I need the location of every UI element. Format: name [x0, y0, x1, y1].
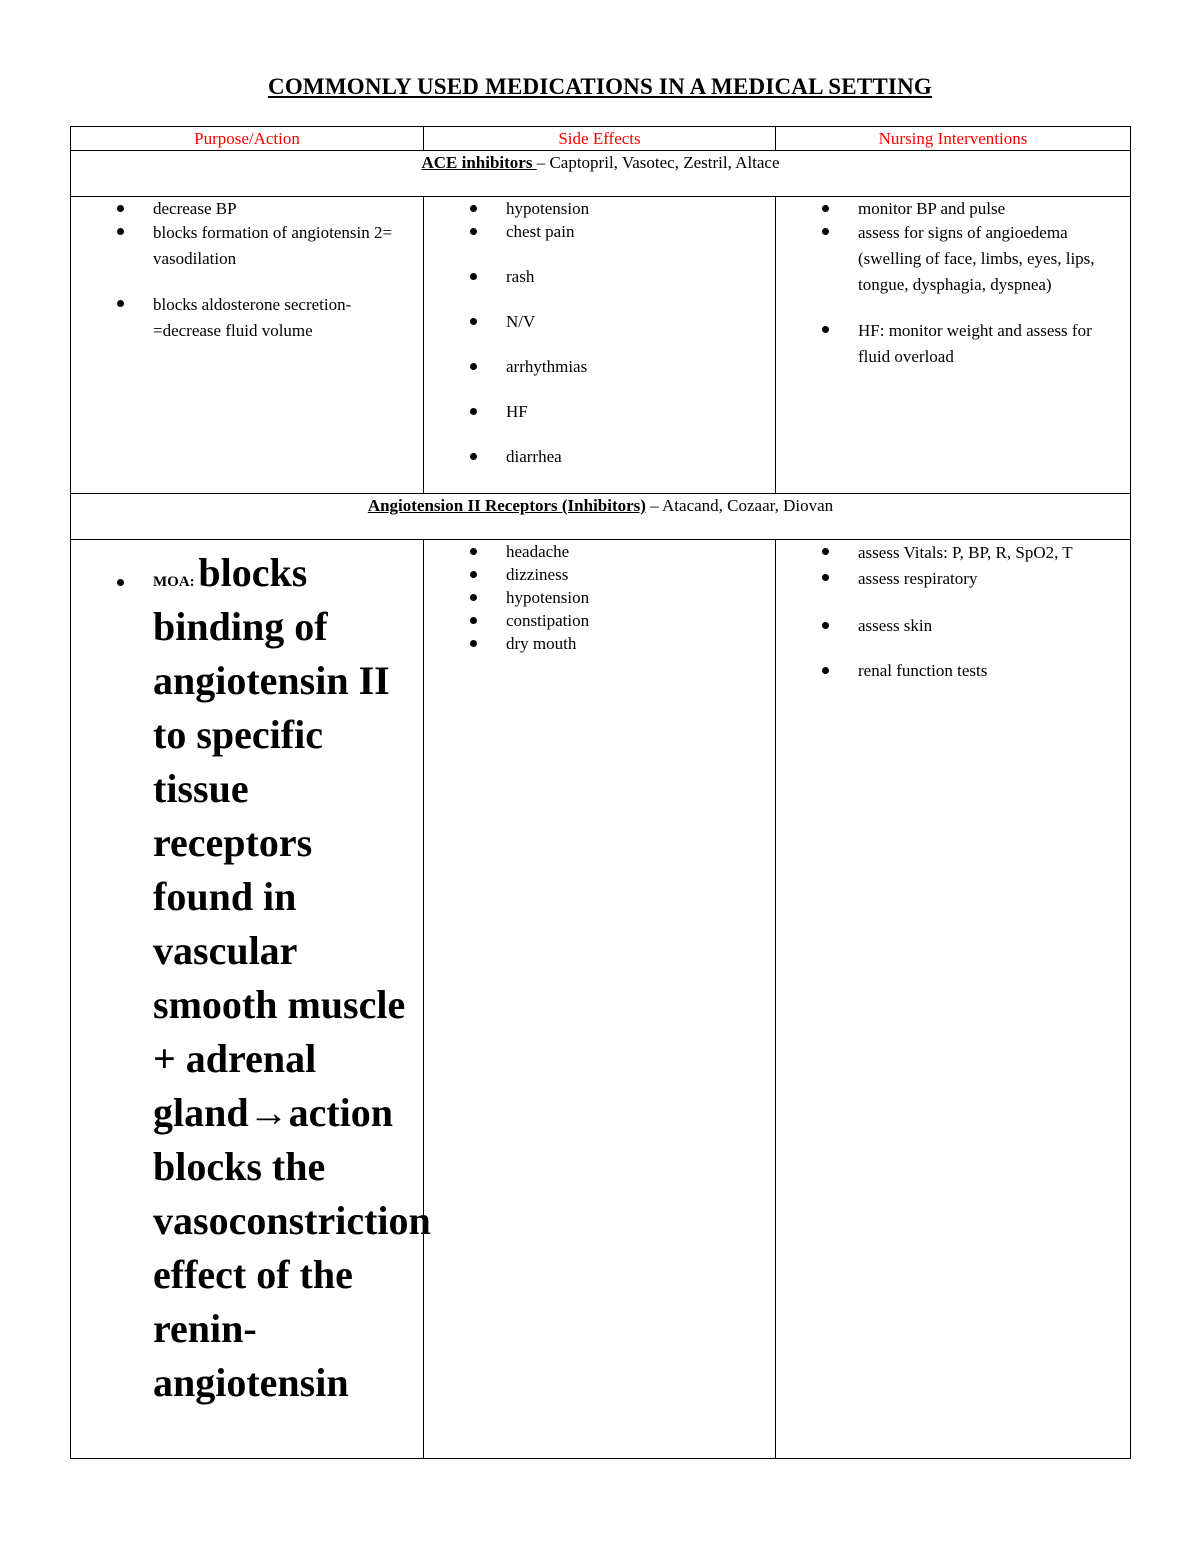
list-item: HF	[424, 400, 775, 423]
list-item: rash	[424, 265, 775, 288]
list-item: HF: monitor weight and assess for fluid overload	[776, 318, 1130, 370]
side-effects-cell	[424, 197, 776, 494]
list-item: dry mouth	[424, 632, 775, 655]
purpose-cell	[71, 540, 431, 1459]
list-item: arrhythmias	[424, 355, 775, 378]
list-item: assess Vitals: P, BP, R, SpO2, T	[776, 540, 1130, 566]
side-effects-cell	[424, 540, 776, 1459]
list-item: hypotension	[424, 586, 775, 609]
list-item: assess respiratory	[776, 566, 1130, 592]
group-heading	[71, 151, 1131, 197]
group-name: Angiotension II Receptors (Inhibitors)	[367, 496, 646, 515]
side-effects-list	[424, 197, 775, 468]
interventions-cell	[776, 540, 1131, 1459]
list-item: N/V	[424, 310, 775, 333]
list-item: assess for signs of angioedema (swelling of face, limbs, eyes, lips, tongue, dysphagia, dyspnea)	[776, 220, 1130, 298]
group-drugs: – Captopril, Vasotec, Zestril, Altace	[536, 153, 780, 172]
list-item: renal function tests	[776, 659, 1130, 682]
list-item: headache	[424, 540, 775, 563]
purpose-list	[71, 197, 423, 344]
purpose-list	[71, 540, 431, 1410]
list-item: assess skin	[776, 614, 1130, 637]
list-item: blocks formation of angiotensin 2= vasodilation	[71, 220, 423, 272]
group-name: ACE inhibitors	[421, 153, 537, 172]
list-item: decrease BP	[71, 197, 423, 220]
list-item: chest pain	[424, 220, 775, 243]
medications-table	[70, 126, 1131, 1459]
header-side-effects: Side Effects	[424, 127, 776, 151]
interventions-list	[776, 197, 1130, 370]
group-drugs: – Atacand, Cozaar, Diovan	[645, 496, 834, 515]
group-row-arb	[71, 494, 1131, 540]
group-heading	[71, 494, 1131, 540]
list-item	[71, 546, 431, 1410]
table-row	[71, 540, 1131, 1459]
header-purpose: Purpose/Action	[71, 127, 424, 151]
list-item: constipation	[424, 609, 775, 632]
moa-text: blocks binding of angiotensin II to specific tissue receptors found in vascular smooth muscle + adrenal gland→action blocks the vasoconstriction effect of the renin-angiotensin	[153, 550, 431, 1405]
header-row	[71, 127, 1131, 151]
side-effects-list	[424, 540, 775, 655]
interventions-list	[776, 540, 1130, 682]
list-item: blocks aldosterone secretion- =decrease fluid volume	[71, 292, 423, 344]
purpose-cell	[71, 197, 424, 494]
list-item: diarrhea	[424, 445, 775, 468]
moa-label: MOA:	[153, 574, 199, 590]
list-item: monitor BP and pulse	[776, 197, 1130, 220]
list-item: hypotension	[424, 197, 775, 220]
list-item: dizziness	[424, 563, 775, 586]
interventions-cell	[776, 197, 1131, 494]
table-row	[71, 197, 1131, 494]
header-interventions: Nursing Interventions	[776, 127, 1131, 151]
group-row-ace	[71, 151, 1131, 197]
document-title: COMMONLY USED MEDICATIONS IN A MEDICAL SETTING	[268, 74, 932, 99]
